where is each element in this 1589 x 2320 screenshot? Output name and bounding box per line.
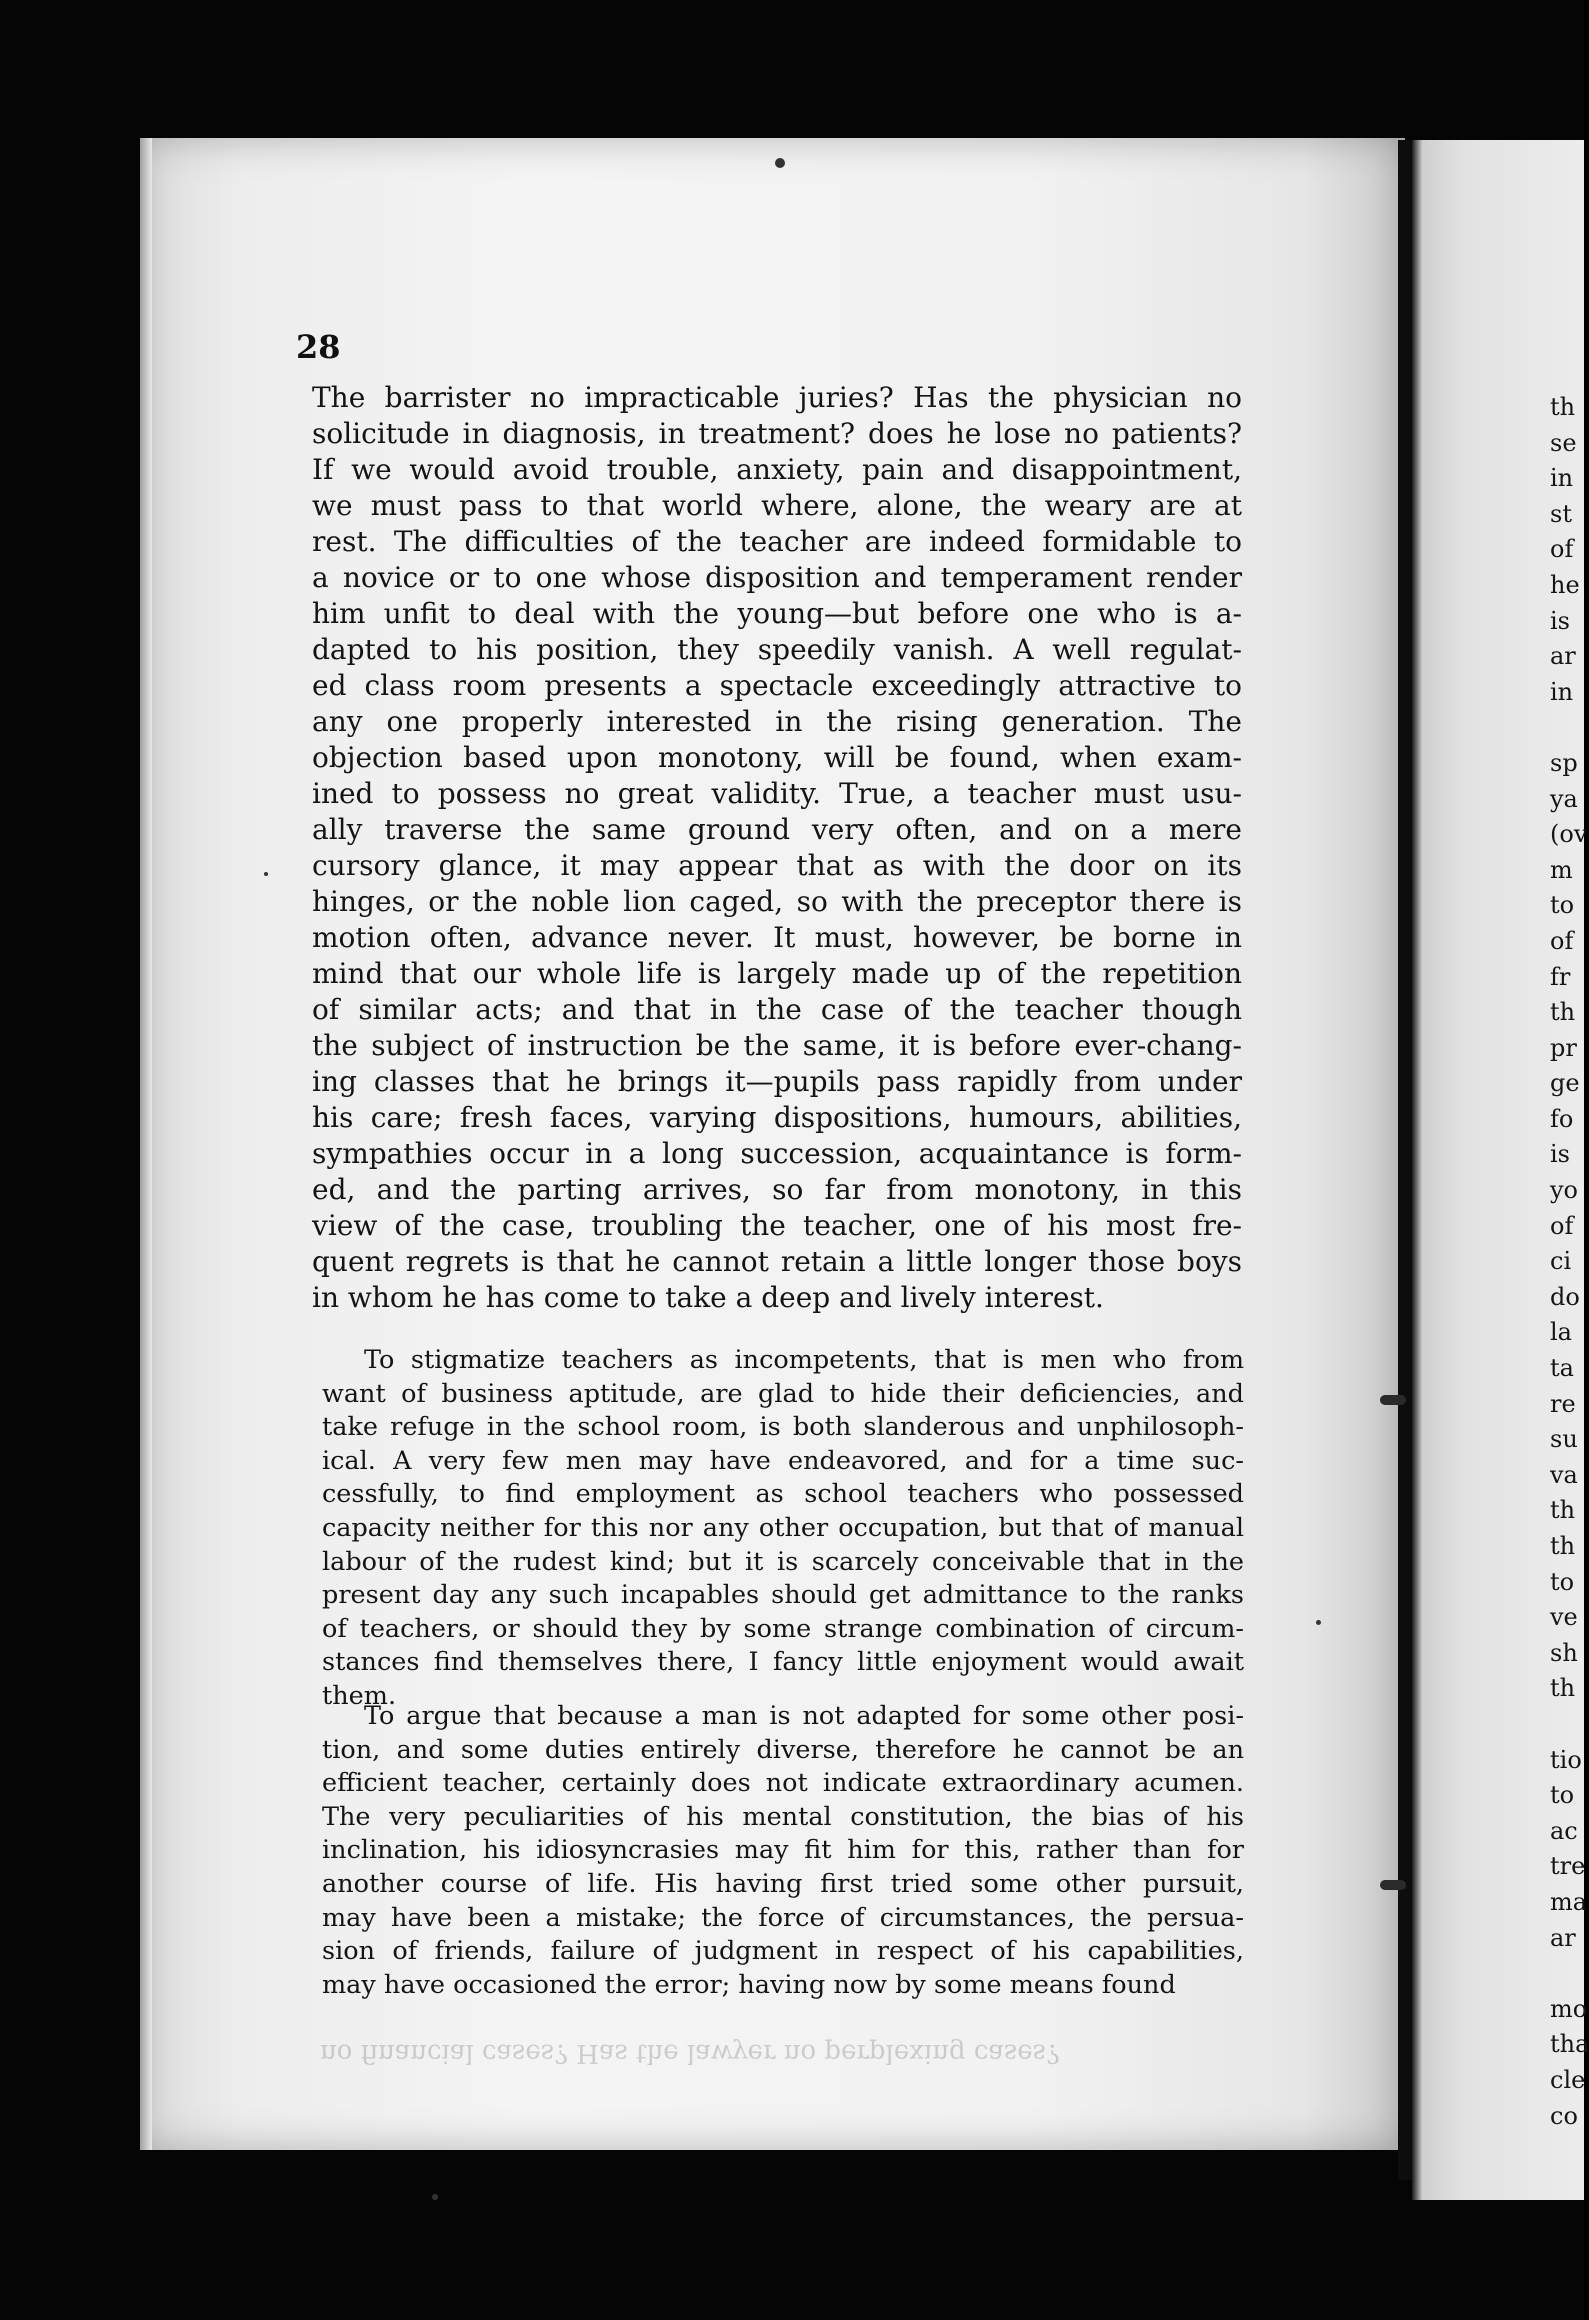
facing-page-fragment: pr [1550,1033,1577,1062]
text-line: inclination, his idiosyncrasies may fit him for this, rather than for [322,1835,1244,1866]
facing-page-fragment: in [1550,677,1574,706]
text-line: ally traverse the same ground very often, and on a mere [312,813,1242,846]
facing-page-fragment: ar [1550,1923,1576,1952]
facing-page-fragment: to [1550,1567,1575,1596]
text-line: ined to possess no great validity. True, a teacher must usu- [312,777,1242,810]
text-line: them. [322,1680,397,1711]
text-line: capacity neither for this nor any other occupation, but that of manual [322,1512,1244,1543]
facing-page-fragment: ta [1550,1354,1574,1383]
text-line: solicitude in diagnosis, in treatment? does he lose no patients? [312,417,1242,450]
facing-page-fragment: of [1550,535,1574,564]
text-line: cursory glance, it may appear that as with the door on its [312,849,1242,882]
text-line: ing classes that he brings it—pupils pass rapidly from under [312,1065,1242,1098]
text-line: hinges, or the noble lion caged, so with the preceptor there is [312,885,1242,918]
text-line: quent regrets is that he cannot retain a little longer those boys [312,1245,1242,1278]
text-line: his care; fresh faces, varying dispositions, humours, abilities, [312,1101,1242,1134]
text-line: view of the case, troubling the teacher, one of his most fre- [312,1209,1242,1242]
facing-page-fragment: tha [1550,2030,1589,2059]
text-line: take refuge in the school room, is both slanderous and unphilosoph- [322,1412,1244,1443]
paragraph-1 [312,380,1242,1316]
facing-page-fragment: yo [1550,1176,1579,1205]
facing-page-fragment: to [1550,1781,1575,1810]
facing-page-fragment: in [1550,464,1574,493]
facing-page-fragment: cle [1550,2065,1586,2094]
dust-speck [432,2194,438,2200]
text-line: may have occasioned the error; having now by some means found [322,1969,1176,2000]
text-line: motion often, advance never. It must, however, be borne in [312,921,1242,954]
text-line: cessfully, to find employment as school teachers who possessed [322,1479,1244,1510]
page-number: 28 [296,328,341,366]
facing-page-fragment: is [1550,606,1570,635]
text-line: ed class room presents a spectacle exceedingly attractive to [312,669,1242,702]
text-line: we must pass to that world where, alone, the weary are at [312,489,1242,522]
facing-page-fragment: is [1550,1140,1570,1169]
text-line: rest. The difficulties of the teacher are indeed formidable to [312,525,1242,558]
facing-page-fragment: sp [1550,748,1578,777]
text-line: of teachers, or should they by some strange combination of circum- [322,1613,1244,1644]
text-line: ed, and the parting arrives, so far from monotony, in this [312,1173,1242,1206]
text-line: If we would avoid trouble, anxiety, pain and disappointment, [312,453,1242,486]
facing-page-fragment [1550,1956,1589,1992]
book-gutter [1398,140,1412,2180]
text-line: To argue that because a man is not adapted for some other posi- [364,1701,1244,1731]
text-line: sympathies occur in a long succession, acquaintance is form- [312,1137,1242,1170]
facing-page-text-fragments [1550,390,1589,2134]
bleed-through-text: no financial cases? Has the lawyer no perplexing cases? [320,2038,1060,2068]
text-line: To stigmatize teachers as incompetents, that is men who from [364,1345,1244,1375]
paragraph-2 [322,1344,1244,1714]
facing-page-fragment: sh [1550,1638,1578,1667]
text-line: present day any such incapables should get admittance to the ranks [322,1580,1244,1611]
binding-stitch [1380,1395,1406,1405]
text-line: the subject of instruction be the same, it is before ever-chang- [312,1029,1242,1062]
facing-page-fragment: ve [1550,1603,1578,1632]
binding-stitch [1380,1880,1406,1890]
dust-speck [775,158,785,168]
facing-page-fragment [1550,1707,1589,1743]
text-line: in whom he has come to take a deep and lively interest. [312,1281,1104,1314]
text-line: may have been a mistake; the force of circumstances, the persua- [322,1902,1244,1933]
facing-page-fragment: la [1550,1318,1572,1347]
paragraph-3 [322,1700,1244,2002]
text-line: another course of life. His having first tried some other pursuit, [322,1868,1244,1899]
facing-page-fragment: re [1550,1389,1576,1418]
text-line: stances find themselves there, I fancy little enjoyment would await [322,1647,1244,1678]
text-line: labour of the rudest kind; but it is scarcely conceivable that in the [322,1546,1244,1577]
facing-page-fragment: to [1550,891,1575,920]
facing-page-fragment: st [1550,499,1572,528]
facing-page-fragment: th [1550,1496,1576,1525]
facing-page-fragment: (ov [1550,820,1588,849]
facing-page-fragment: th [1550,1674,1576,1703]
dust-speck [264,872,268,876]
text-line: of similar acts; and that in the case of the teacher though [312,993,1242,1026]
facing-page-fragment: ge [1550,1069,1580,1098]
facing-page-fragment: se [1550,428,1577,457]
text-line: dapted to his position, they speedily vanish. A well regulat- [312,633,1242,666]
facing-page-fragment: ma [1550,1887,1588,1916]
dust-speck [1316,1620,1321,1625]
text-line: mind that our whole life is largely made up of the repetition [312,957,1242,990]
facing-page-fragment: m [1550,855,1573,884]
facing-page-fragment: th [1550,1532,1576,1560]
facing-page-fragment: mo [1550,1994,1588,2023]
facing-page-fragment: fr [1550,962,1571,991]
page-edge [140,138,152,2150]
text-line: any one properly interested in the rising generation. The [312,705,1242,738]
facing-page-fragment: ar [1550,642,1576,671]
facing-page-fragment: th [1550,998,1576,1027]
facing-page-fragment: su [1550,1425,1578,1454]
text-line: him unfit to deal with the young—but before one who is a- [312,597,1242,630]
text-line: want of business aptitude, are glad to hide their deficiencies, and [322,1378,1244,1409]
facing-page-fragment: of [1550,926,1574,955]
facing-page-fragment: tio [1550,1745,1582,1774]
text-line: sion of friends, failure of judgment in respect of his capabilities, [322,1936,1244,1967]
facing-page-fragment: ac [1550,1816,1578,1845]
facing-page-fragment: he [1550,570,1580,599]
text-line: tion, and some duties entirely diverse, therefore he cannot be an [322,1734,1244,1765]
facing-page-fragment: ya [1550,784,1578,813]
facing-page-fragment: of [1550,1211,1574,1240]
text-line: efficient teacher, certainly does not indicate extraordinary acumen. [322,1768,1244,1799]
facing-page-fragment: ci [1550,1247,1572,1276]
text-line: ical. A very few men may have endeavored, and for a time suc- [322,1445,1244,1476]
text-line: a novice or to one whose disposition and temperament render [312,561,1242,594]
text-line: objection based upon monotony, will be found, when exam- [312,741,1242,774]
facing-page-fragment: tre [1550,1852,1586,1881]
facing-page-fragment: co [1550,2101,1578,2130]
facing-page-fragment: va [1550,1460,1578,1489]
text-line: The very peculiarities of his mental constitution, the bias of his [322,1801,1244,1832]
facing-page-fragment: th [1550,393,1576,421]
facing-page-fragment [1550,710,1589,746]
facing-page-fragment: do [1550,1282,1580,1311]
facing-page-fragment: fo [1550,1104,1574,1133]
text-line: The barrister no impracticable juries? Has the physician no [312,381,1242,414]
